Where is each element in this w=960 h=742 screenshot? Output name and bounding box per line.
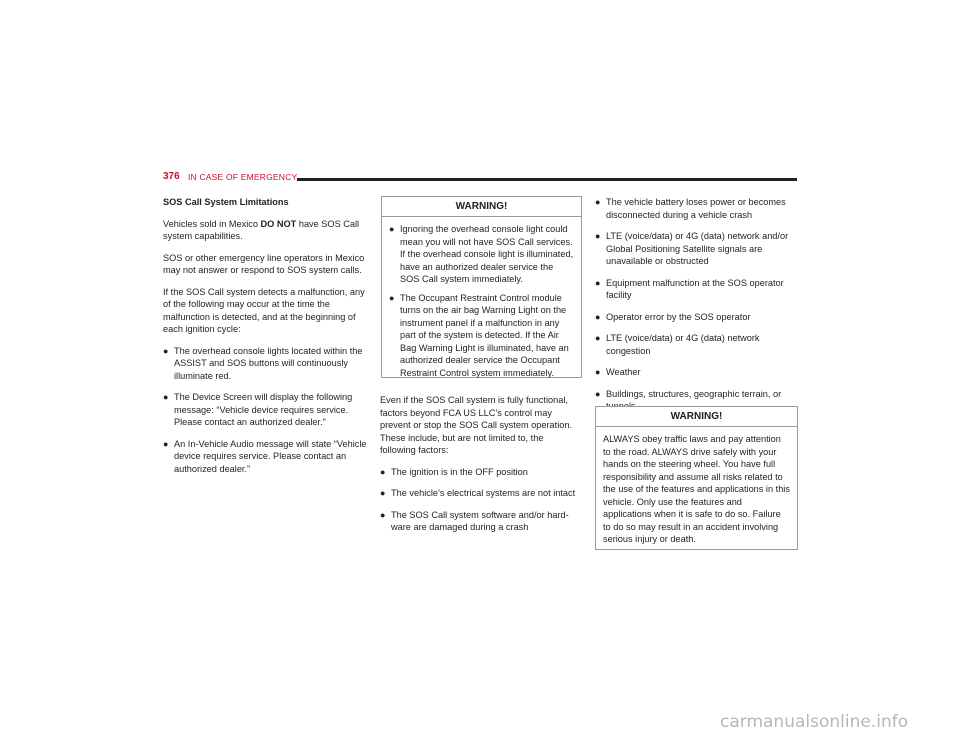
- warning-box-traffic: [595, 406, 798, 550]
- page-number: 376: [163, 171, 180, 182]
- mexico-text-start: Vehicles sold in Mexico: [163, 218, 261, 229]
- malfunction-paragraph: If the SOS Call system detects a malfunction, any of the following may occur at the time the malfunction is detected, and at the beginning of each ignition cycle:: [163, 286, 365, 334]
- list-item-text: The overhead console lights located within the ASSIST and SOS buttons will continuously illuminate red.: [174, 345, 363, 381]
- factors-list-continued: [595, 196, 798, 413]
- list-item-text: Buildings, structures, geographic terrain, or: [606, 388, 782, 399]
- warning-title: WARNING!: [596, 407, 797, 427]
- list-item: [595, 277, 798, 302]
- list-item-text: An In-Vehicle Audio message will state “Vehicle device requires service. Please contact an authorized dealer.”: [174, 438, 367, 474]
- column-2: [380, 394, 580, 543]
- column-3: [595, 196, 798, 422]
- warning-box-console: [381, 196, 582, 378]
- list-item-text: Equipment malfunction at the SOS operator facility: [606, 277, 784, 300]
- warning-body: ALWAYS obey traffic laws and pay attention to the road. ALWAYS drive safely with your hands on the steering wheel. You have full responsibility and assume all risks related to the use of the features and applications in this vehicle. Only use the features and applications when it is safe to do so. Failure to do so may result in an accident involving serious injury or death.: [603, 434, 790, 544]
- bullet-icon: ●: [163, 438, 169, 449]
- list-item-text: The Device Screen will display the following message: “Vehicle device requires service. Please contact an authorized dealer.”: [174, 392, 353, 427]
- section-title: IN CASE OF EMERGENCY: [188, 172, 298, 182]
- bullet-icon: ●: [380, 488, 386, 498]
- list-item: [163, 438, 368, 476]
- list-item: [389, 223, 574, 286]
- watermark-text: carmanualsonline.info: [720, 712, 909, 732]
- malfunction-list: [163, 345, 368, 476]
- mexico-text-end: have SOS Call system capabilities.: [163, 218, 360, 241]
- operators-paragraph: SOS or other emergency line operators in Mexico may not answer or respond to SOS system calls.: [163, 252, 365, 275]
- list-item: [389, 292, 574, 380]
- header-rule: [297, 178, 797, 181]
- list-item: [380, 509, 580, 534]
- warning-body: [382, 217, 581, 389]
- factors-paragraph: Even if the SOS Call system is fully functional, factors beyond FCA US LLC’s control may prevent or stop the SOS Call system operation. These include, but are not limited to, the following factors:: [380, 395, 573, 455]
- bullet-icon: ●: [163, 345, 169, 356]
- bullet-icon: ●: [389, 224, 395, 234]
- list-item: [595, 311, 798, 324]
- list-item-text: The ignition is in the OFF position: [391, 466, 528, 477]
- bullet-icon: ●: [595, 197, 601, 207]
- list-item-text: Ignoring the overhead console light could mean you will not have SOS Call services. If the overhead console light is illuminated, have an authorized dealer service the SOS Call system immediately.: [400, 224, 574, 284]
- list-item-text: Operator error by the SOS operator: [606, 311, 751, 322]
- list-item: [595, 332, 798, 357]
- bullet-icon: ●: [595, 333, 601, 343]
- list-item-text: LTE (voice/data) or 4G (data) network congestion: [606, 333, 760, 356]
- list-item-text: Weather: [606, 367, 641, 377]
- column-1: [163, 196, 368, 484]
- section-heading: SOS Call System Limitations: [163, 197, 289, 207]
- do-not-emphasis: DO NOT: [260, 218, 297, 229]
- bullet-icon: ●: [380, 509, 386, 520]
- bullet-icon: ●: [595, 277, 601, 288]
- bullet-icon: ●: [595, 367, 601, 377]
- list-item: [595, 196, 798, 221]
- list-item: [163, 391, 368, 429]
- list-item-text: The vehicle’s electrical systems are not intact: [391, 488, 576, 498]
- bullet-icon: ●: [389, 292, 395, 303]
- list-item: [380, 487, 580, 500]
- list-item: [163, 345, 368, 383]
- bullet-icon: ●: [595, 388, 601, 399]
- warning-list: [389, 223, 574, 379]
- bullet-icon: ●: [380, 466, 386, 477]
- list-item-text: The Occupant Restraint Control module turns on the air bag Warning Light on the instrument panel if a malfunction in any part of the system is detected. If the Air Bag Warning Light is illuminated, have an authorized dealer service the Occupant Restraint Control system immediately.: [400, 292, 569, 378]
- page-header: [163, 168, 797, 188]
- list-item-text: The vehicle battery loses power or becomes disconnected during a vehicle crash: [606, 197, 786, 220]
- list-item: [595, 230, 798, 268]
- warning-title: WARNING!: [382, 197, 581, 217]
- list-item-text: The SOS Call system software and/or hard-ware are damaged during a crash: [391, 509, 569, 532]
- list-item: [380, 466, 580, 479]
- list-item-text: LTE (voice/data) or 4G (data) network and/or Global Positioning Satellite signals are unavailable or obstructed: [606, 231, 789, 266]
- factors-list: [380, 466, 580, 534]
- bullet-icon: ●: [595, 231, 601, 241]
- bullet-icon: ●: [595, 311, 601, 322]
- bullet-icon: ●: [163, 392, 169, 402]
- mexico-paragraph: [163, 218, 368, 243]
- list-item: [595, 366, 798, 379]
